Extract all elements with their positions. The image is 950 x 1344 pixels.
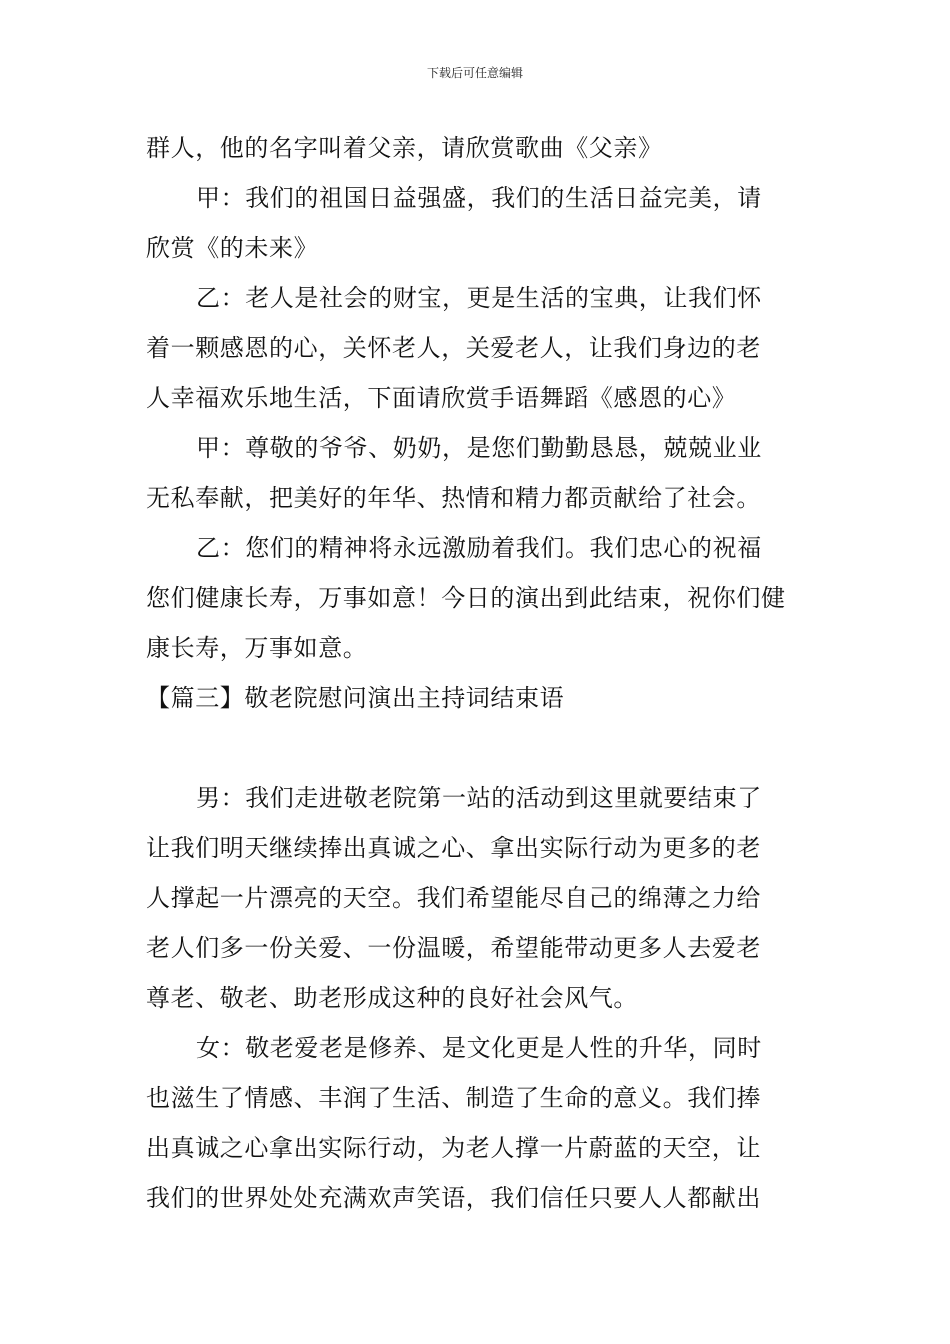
paragraph-line: 人幸福欢乐地生活，下面请欣赏手语舞蹈《感恩的心》 xyxy=(146,384,737,412)
paragraph-line: 女：敬老爱老是修养、是文化更是人性的升华，同时 xyxy=(196,1034,762,1062)
paragraph-line: 甲：尊敬的爷爷、奶奶，是您们勤勤恳恳，兢兢业业 xyxy=(196,434,762,462)
paragraph-line: 让我们明天继续捧出真诚之心、拿出实际行动为更多的老 xyxy=(146,834,761,862)
section-heading: 【篇三】敬老院慰问演出主持词结束语 xyxy=(146,684,565,712)
paragraph-line: 人撑起一片漂亮的天空。我们希望能尽自己的绵薄之力给 xyxy=(146,884,761,912)
paragraph-line: 我们的世界处处充满欢声笑语，我们信任只要人人都献出 xyxy=(146,1184,761,1212)
paragraph-line: 老人们多一份关爱、一份温暖，希望能带动更多人去爱老 xyxy=(146,934,761,962)
paragraph-line: 也滋生了情感、丰润了生活、制造了生命的意义。我们捧 xyxy=(146,1084,761,1112)
paragraph-line: 乙：老人是社会的财宝，更是生活的宝典，让我们怀 xyxy=(196,284,762,312)
paragraph-line: 乙：您们的精神将永远激励着我们。我们忠心的祝福 xyxy=(196,534,762,562)
paragraph-line: 群人，他的名字叫着父亲，请欣赏歌曲《父亲》 xyxy=(146,134,663,162)
paragraph-line: 着一颗感恩的心，关怀老人，关爱老人，让我们身边的老 xyxy=(146,334,761,362)
paragraph-line: 您们健康长寿，万事如意！今日的演出到此结束，祝你们健 xyxy=(146,584,786,612)
paragraph-line: 康长寿，万事如意。 xyxy=(146,634,368,662)
paragraph-line: 出真诚之心拿出实际行动，为老人撑一片蔚蓝的天空，让 xyxy=(146,1134,761,1162)
paragraph-line: 欣赏《的未来》 xyxy=(146,234,319,262)
paragraph-line: 无私奉献，把美好的年华、热情和精力都贡献给了社会。 xyxy=(146,484,761,512)
paragraph-line: 男：我们走进敬老院第一站的活动到这里就要结束了 xyxy=(196,784,762,812)
paragraph-line: 尊老、敬老、助老形成这种的良好社会风气。 xyxy=(146,984,638,1012)
page-header: 下载后可任意编辑 xyxy=(426,66,523,80)
paragraph-line: 甲：我们的祖国日益强盛，我们的生活日益完美，请 xyxy=(196,184,762,212)
